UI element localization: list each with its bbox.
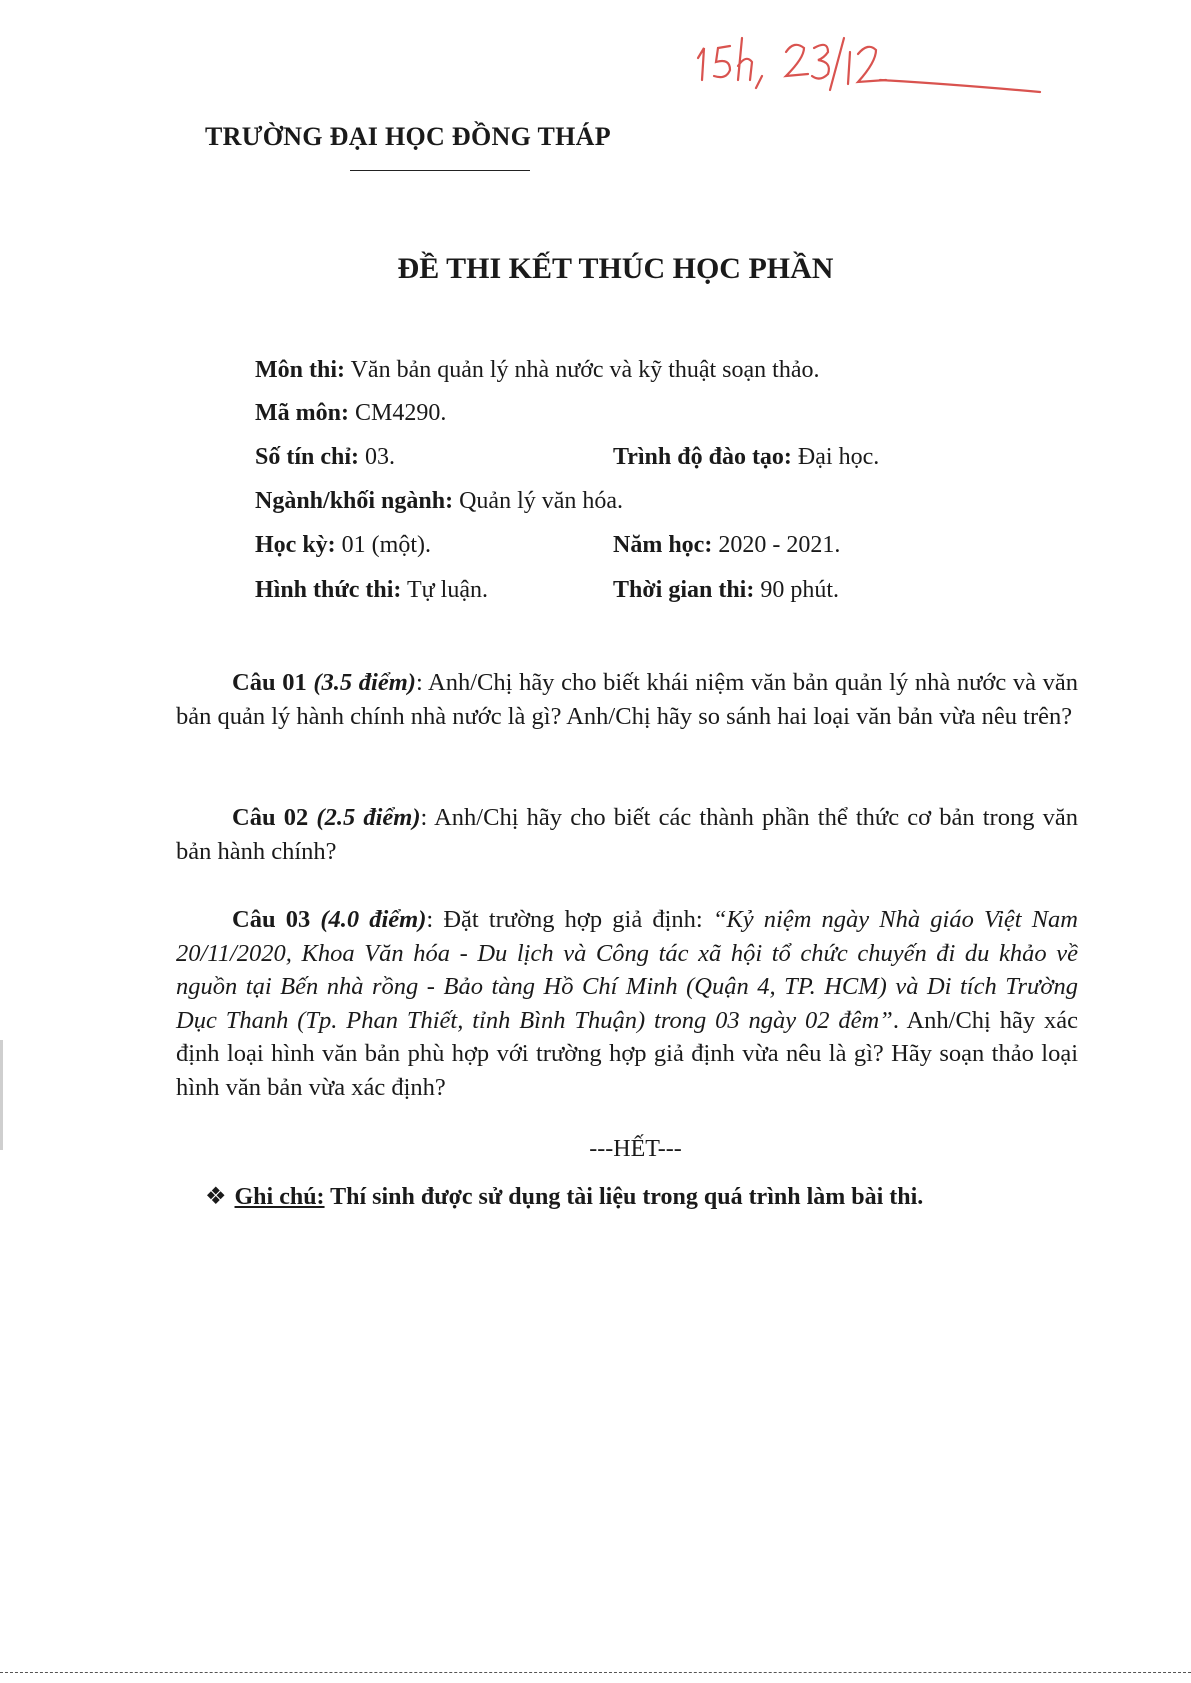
question-1 bbox=[176, 666, 1078, 733]
duration-value: 90 phút. bbox=[760, 577, 839, 603]
diamond-bullet-icon: ❖ bbox=[205, 1184, 227, 1210]
code-line bbox=[255, 398, 446, 428]
question-3-label: Câu 03 bbox=[232, 906, 311, 933]
major-line bbox=[255, 486, 623, 516]
question-2-points: (2.5 điểm) bbox=[316, 804, 421, 831]
major-value: Quản lý văn hóa. bbox=[459, 488, 624, 514]
exam-note bbox=[205, 1182, 923, 1211]
semester-label: Học kỳ: bbox=[255, 532, 336, 558]
credits-label: Số tín chỉ: bbox=[255, 444, 360, 470]
level-label: Trình độ đào tạo: bbox=[613, 444, 792, 470]
code-label: Mã môn: bbox=[255, 400, 349, 426]
semester-value: 01 (một). bbox=[341, 532, 431, 558]
scan-bottom-edge bbox=[0, 1672, 1191, 1673]
credits-value: 03. bbox=[365, 444, 396, 470]
end-mark: ---HẾT--- bbox=[589, 1136, 682, 1162]
school-underline bbox=[350, 170, 530, 171]
question-3-text-after: . Anh/Chị hãy xác định loại hình văn bản phù hợp với trường hợp giả định vừa nêu là gì? Hãy soạn thảo loại hình văn bản vừa xác định? bbox=[176, 1006, 1079, 1101]
question-1-label: Câu 01 bbox=[232, 669, 307, 696]
format-line bbox=[255, 575, 488, 605]
code-value: CM4290. bbox=[354, 400, 447, 426]
note-label: Ghi chú: bbox=[234, 1184, 325, 1210]
subject-value: Văn bản quản lý nhà nước và kỹ thuật soạn thảo. bbox=[350, 357, 820, 383]
duration-label: Thời gian thi: bbox=[613, 577, 755, 603]
question-2-label: Câu 02 bbox=[232, 804, 309, 831]
question-3-points: (4.0 điểm) bbox=[320, 906, 427, 933]
year-value: 2020 - 2021. bbox=[718, 532, 841, 558]
question-3-text-before: : Đặt trường hợp giả định: bbox=[426, 906, 713, 933]
year-label: Năm học: bbox=[613, 532, 713, 558]
question-2 bbox=[176, 801, 1078, 868]
duration-line bbox=[613, 575, 839, 605]
question-3 bbox=[176, 903, 1078, 1104]
question-1-text: : Anh/Chị hãy cho biết khái niệm văn bản quản lý nhà nước và văn bản quản lý hành chính nhà nước là gì? Anh/Chị hãy so sánh hai loại văn bản vừa nêu trên? bbox=[176, 669, 1079, 730]
format-label: Hình thức thi: bbox=[255, 577, 402, 603]
handwritten-date-note bbox=[690, 18, 1050, 108]
credits-line bbox=[255, 442, 395, 472]
subject-label: Môn thi: bbox=[255, 357, 345, 383]
level-line bbox=[613, 442, 879, 472]
question-1-points: (3.5 điểm) bbox=[313, 669, 416, 696]
major-label: Ngành/khối ngành: bbox=[255, 488, 454, 514]
scan-edge-mark bbox=[0, 1040, 3, 1150]
school-name: TRƯỜNG ĐẠI HỌC ĐỒNG THÁP bbox=[205, 122, 611, 151]
note-text: Thí sinh được sử dụng tài liệu trong quá trình làm bài thi. bbox=[324, 1184, 924, 1210]
subject-line bbox=[255, 355, 820, 385]
exam-title: ĐỀ THI KẾT THÚC HỌC PHẦN bbox=[397, 252, 834, 285]
format-value: Tự luận. bbox=[407, 577, 489, 603]
year-line bbox=[613, 530, 840, 560]
question-3-scenario: “Kỷ niệm ngày Nhà giáo Việt Nam 20/11/2020, Khoa Văn hóa - Du lịch và Công tác xã hội tổ chức chuyến đi du khảo về nguồn tại Bến nhà rồng - Bảo tàng Hồ Chí Minh (Quận 4, TP. HCM) và Di tích Trường Dục Thanh (Tp. Phan Thiết, tỉnh Bình Thuận) trong 03 ngày 02 đêm” bbox=[176, 906, 1078, 1034]
question-2-text: : Anh/Chị hãy cho biết các thành phần thể thức cơ bản trong văn bản hành chính? bbox=[176, 804, 1078, 865]
level-value: Đại học. bbox=[797, 444, 880, 470]
semester-line bbox=[255, 530, 431, 560]
